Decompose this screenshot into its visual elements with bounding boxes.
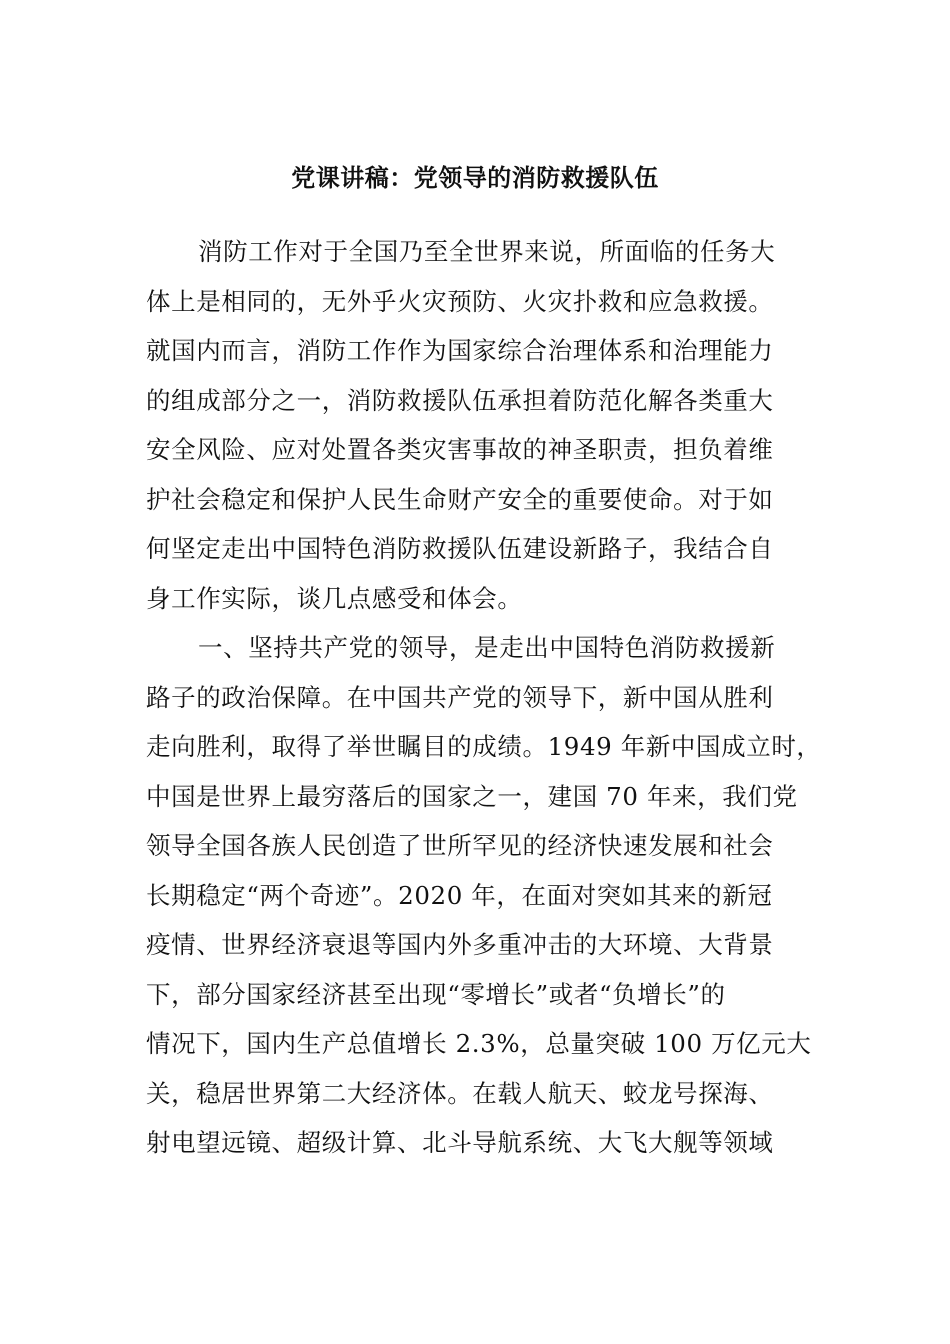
paragraph-line: 中国是世界上最穷落后的国家之一，建国 70 年来，我们党 — [146, 781, 798, 811]
paragraph-line: 关，稳居世界第二大经济体。在载人航天、蛟龙号探海、 — [146, 1078, 774, 1108]
paragraph-line: 领导全国各族人民创造了世所罕见的经济快速发展和社会 — [146, 831, 774, 860]
paragraph-line: 的组成部分之一，消防救援队伍承担着防范化解各类重大 — [146, 385, 774, 415]
paragraph-line: 长期稳定“两个奇迹”。2020 年，在面对突如其来的新冠 — [146, 880, 773, 910]
paragraph-line: 射电望远镜、超级计算、北斗导航系统、大飞大舰等领域 — [146, 1128, 774, 1157]
paragraph-line: 护社会稳定和保护人民生命财产安全的重要使命。对于如 — [146, 484, 774, 514]
paragraph-line: 一、坚持共产党的领导，是走出中国特色消防救援新 — [198, 633, 776, 662]
paragraph-line: 消防工作对于全国乃至全世界来说，所面临的任务大 — [198, 237, 776, 266]
document-body — [146, 234, 822, 1175]
document-title: 党课讲稿：党领导的消防救援队伍 — [291, 163, 659, 192]
paragraph-line: 路子的政治保障。在中国共产党的领导下，新中国从胜利 — [146, 682, 774, 712]
paragraph-line: 就国内而言，消防工作作为国家综合治理体系和治理能力 — [146, 336, 774, 365]
paragraph-line: 安全风险、应对处置各类灾害事故的神圣职责，担负着维 — [146, 435, 774, 464]
paragraph-line: 走向胜利，取得了举世瞩目的成绩。1949 年新中国成立时， — [146, 732, 822, 761]
paragraph-line: 疫情、世界经济衰退等国内外多重冲击的大环境、大背景 — [146, 930, 774, 959]
paragraph-line: 体上是相同的，无外乎火灾预防、火灾扑救和应急救援。 — [146, 286, 774, 316]
paragraph-line: 下，部分国家经济甚至出现“零增长”或者“负增长”的 — [146, 979, 726, 1009]
paragraph-line: 身工作实际，谈几点感受和体会。 — [146, 583, 523, 613]
paragraph-line: 情况下，国内生产总值增长 2.3%，总量突破 100 万亿元大 — [146, 1029, 812, 1058]
paragraph-line: 何坚定走出中国特色消防救援队伍建设新路子，我结合自 — [146, 534, 774, 563]
